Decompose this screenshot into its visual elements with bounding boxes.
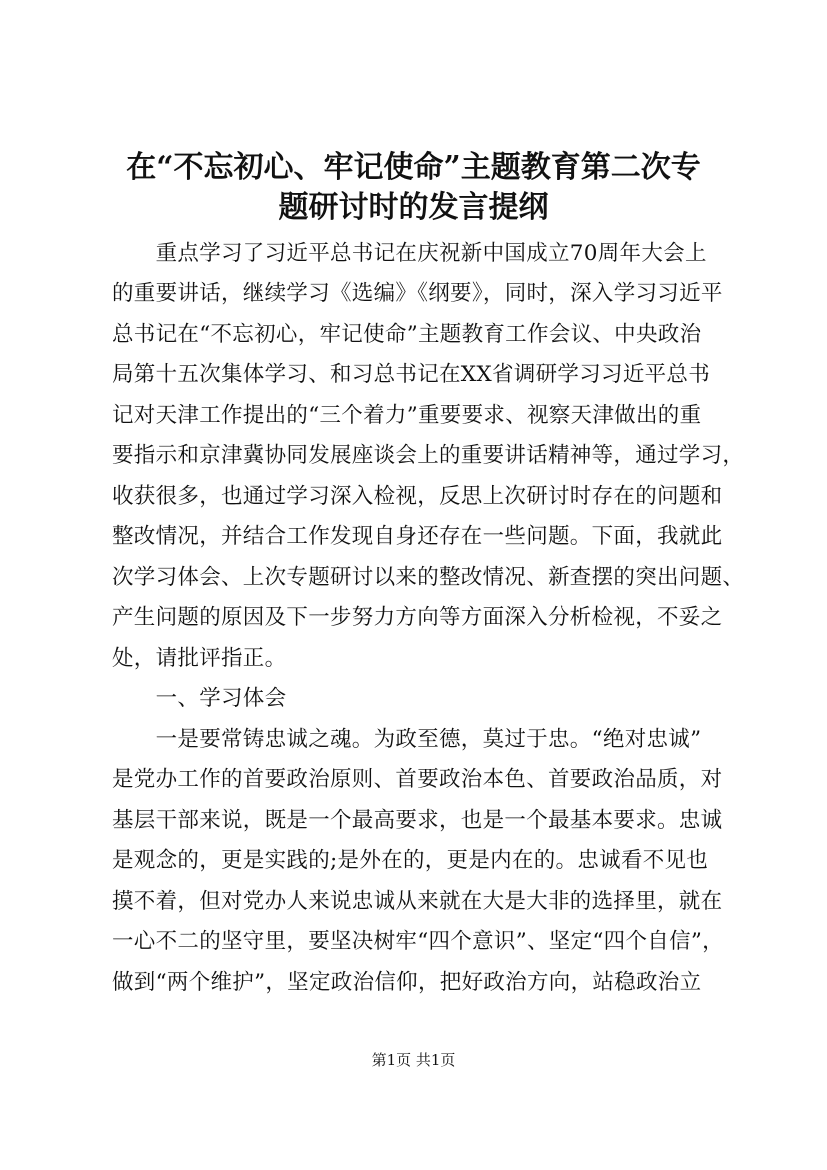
- body-line: 一是要常铸忠诚之魂。为政至德，莫过于忠。“绝对忠诚”: [112, 727, 702, 752]
- page-footer: 第1页 共1页: [371, 1051, 456, 1069]
- body-line: 做到“两个维护”，坚定政治信仰，把好政治方向，站稳政治立: [112, 970, 702, 995]
- body-line: 收获很多，也通过学习深入检视，反思上次研讨时存在的问题和: [112, 484, 723, 509]
- body-line: 是党办工作的首要政治原则、首要政治本色、首要政治品质，对: [112, 767, 723, 792]
- body-line: 产生问题的原因及下一步努力方向等方面深入分析检视，不妥之: [112, 605, 723, 630]
- section-heading: 一、学习体会: [112, 686, 287, 711]
- body-line: 记对天津工作提出的“三个着力”重要要求、视察天津做出的重: [112, 403, 702, 428]
- body-line: 次学习体会、上次专题研讨以来的整改情况、新查摆的突出问题、: [112, 565, 745, 590]
- body-line: 的重要讲话，继续学习《选编》《纲要》，同时，深入学习习近平: [112, 281, 723, 306]
- body-line: 总书记在“不忘初心，牢记使命”主题教育工作会议、中央政治: [112, 322, 702, 347]
- body-line: 基层干部来说，既是一个最高要求，也是一个最基本要求。忠诚: [112, 808, 723, 833]
- body-line: 局第十五次集体学习、和习总书记在XX省调研学习习近平总书: [112, 362, 711, 387]
- body-line: 处，请批评指正。: [112, 646, 287, 671]
- body-line: 是观念的，更是实践的;是外在的，更是内在的。忠诚看不见也: [112, 848, 709, 873]
- body-line: 要指示和京津冀协同发展座谈会上的重要讲话精神等，通过学习，: [112, 443, 745, 468]
- document-title-line-2: 题研讨时的发言提纲: [278, 190, 549, 225]
- body-line: 摸不着，但对党办人来说忠诚从来就在大是大非的选择里，就在: [112, 889, 723, 914]
- body-line: 一心不二的坚守里，要坚决树牢“四个意识”、坚定“四个自信”，: [112, 929, 724, 954]
- document-title-line-1: 在“不忘初心、牢记使命”主题教育第二次专: [126, 150, 701, 185]
- body-line: 整改情况，并结合工作发现自身还存在一些问题。下面，我就此: [112, 524, 723, 549]
- body-line: 重点学习了习近平总书记在庆祝新中国成立70周年大会上: [112, 241, 707, 266]
